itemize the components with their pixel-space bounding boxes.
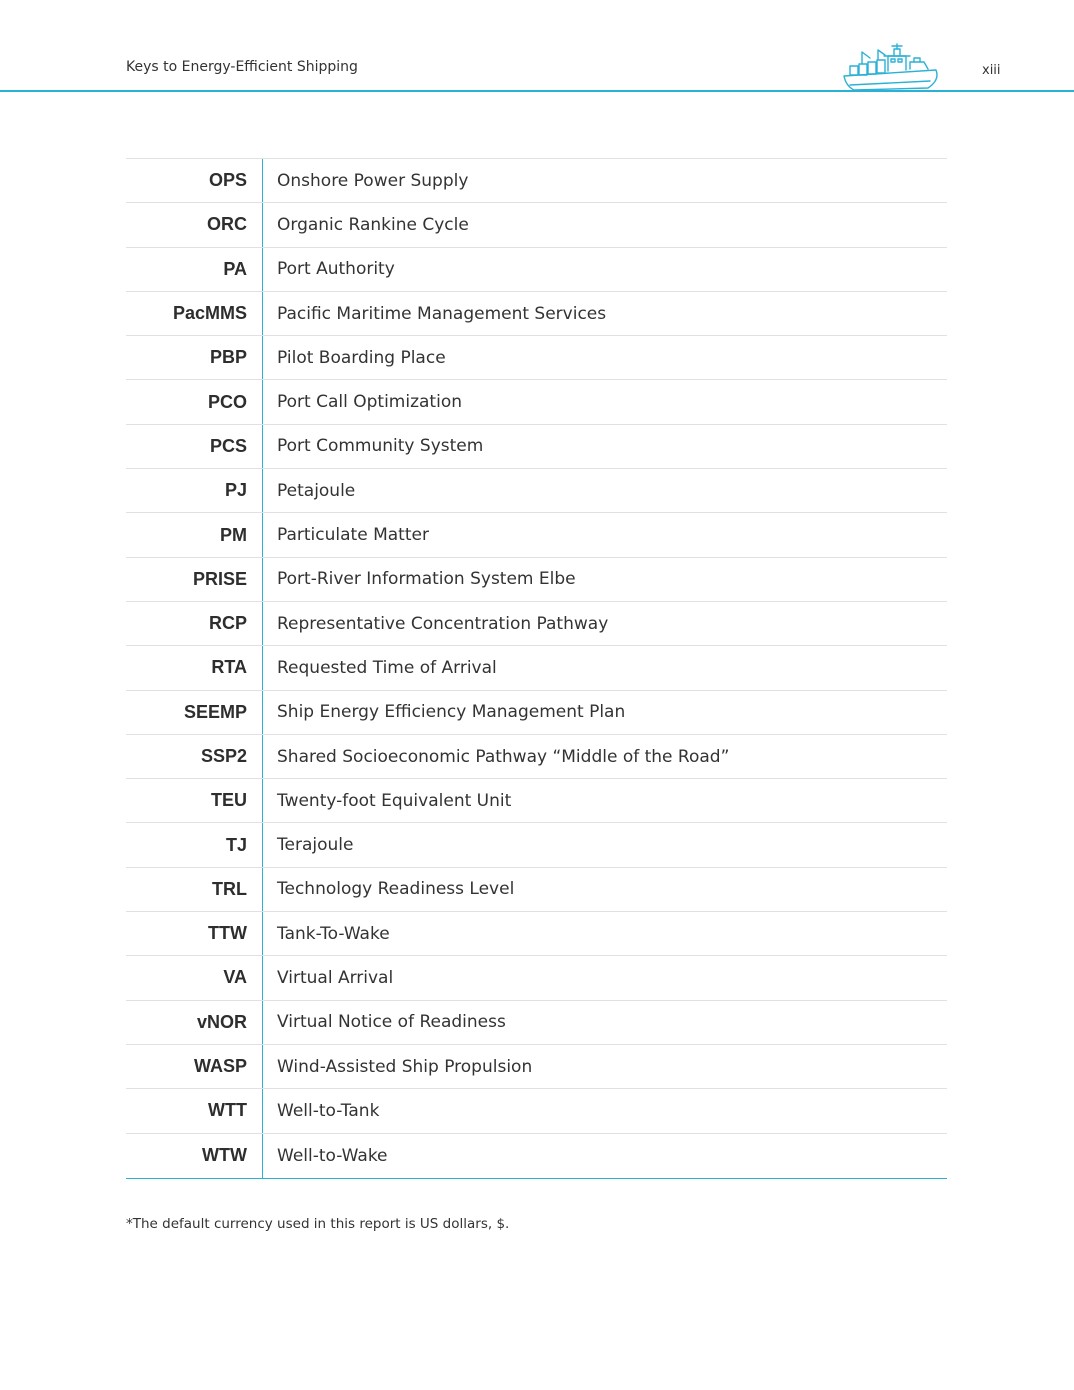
acronym-abbreviation: PRISE bbox=[126, 558, 263, 601]
table-row bbox=[126, 1001, 947, 1045]
page-header bbox=[0, 0, 1074, 100]
table-row bbox=[126, 646, 947, 690]
table-row bbox=[126, 336, 947, 380]
acronym-abbreviation: PCS bbox=[126, 425, 263, 468]
page-number: xiii bbox=[982, 63, 1001, 78]
table-row bbox=[126, 823, 947, 867]
acronym-abbreviation: TJ bbox=[126, 823, 263, 866]
table-row bbox=[126, 1045, 947, 1089]
table-row bbox=[126, 203, 947, 247]
table-row bbox=[126, 1134, 947, 1178]
acronym-definition: Technology Readiness Level bbox=[277, 879, 515, 900]
acronym-definition: Petajoule bbox=[277, 480, 356, 501]
acronym-definition: Virtual Notice of Readiness bbox=[277, 1012, 506, 1033]
acronym-definition: Terajoule bbox=[277, 835, 354, 856]
acronym-definition: Port Call Optimization bbox=[277, 392, 462, 413]
table-row bbox=[126, 912, 947, 956]
acronym-abbreviation: PacMMS bbox=[126, 292, 263, 335]
acronym-abbreviation: RCP bbox=[126, 602, 263, 645]
table-row bbox=[126, 292, 947, 336]
table-row bbox=[126, 469, 947, 513]
table-row bbox=[126, 956, 947, 1000]
table-row bbox=[126, 248, 947, 292]
acronym-abbreviation: PA bbox=[126, 248, 263, 291]
acronym-definition: Organic Rankine Cycle bbox=[277, 214, 469, 235]
acronym-abbreviation: OPS bbox=[126, 159, 263, 202]
acronym-abbreviation: ORC bbox=[126, 203, 263, 246]
acronym-definition: Well-to-Tank bbox=[277, 1100, 380, 1121]
table-row bbox=[126, 868, 947, 912]
acronym-definition: Representative Concentration Pathway bbox=[277, 613, 609, 634]
acronym-definition: Ship Energy Efficiency Management Plan bbox=[277, 702, 626, 723]
header-divider bbox=[0, 90, 1074, 92]
acronym-abbreviation: RTA bbox=[126, 646, 263, 689]
acronym-definition: Port Community System bbox=[277, 436, 484, 457]
acronym-abbreviation: SEEMP bbox=[126, 691, 263, 734]
acronym-abbreviation: VA bbox=[126, 956, 263, 999]
acronym-abbreviation: PJ bbox=[126, 469, 263, 512]
document-title: Keys to Energy-Efficient Shipping bbox=[126, 59, 358, 75]
acronym-definition: Pilot Boarding Place bbox=[277, 347, 446, 368]
table-row bbox=[126, 159, 947, 203]
acronym-definition: Twenty-foot Equivalent Unit bbox=[277, 790, 512, 811]
acronym-definition: Tank-To-Wake bbox=[277, 923, 390, 944]
ship-icon bbox=[840, 40, 944, 96]
table-row bbox=[126, 513, 947, 557]
acronym-definition: Pacific Maritime Management Services bbox=[277, 303, 607, 324]
table-row bbox=[126, 602, 947, 646]
table-row bbox=[126, 779, 947, 823]
acronym-definition: Wind-Assisted Ship Propulsion bbox=[277, 1056, 533, 1077]
table-row bbox=[126, 691, 947, 735]
acronym-definition: Requested Time of Arrival bbox=[277, 657, 497, 678]
footnote: *The default currency used in this report is US dollars, $. bbox=[126, 1216, 510, 1232]
acronym-definition: Particulate Matter bbox=[277, 525, 429, 546]
acronym-abbreviation: TTW bbox=[126, 912, 263, 955]
table-row bbox=[126, 1089, 947, 1133]
acronym-abbreviation: WASP bbox=[126, 1045, 263, 1088]
acronym-abbreviation: TRL bbox=[126, 868, 263, 911]
table-row bbox=[126, 558, 947, 602]
acronym-abbreviation: WTW bbox=[126, 1134, 263, 1178]
table-row bbox=[126, 735, 947, 779]
acronym-definition: Virtual Arrival bbox=[277, 967, 394, 988]
acronym-definition: Well-to-Wake bbox=[277, 1145, 388, 1166]
acronym-abbreviation: PCO bbox=[126, 380, 263, 423]
acronym-abbreviation: PM bbox=[126, 513, 263, 556]
acronym-abbreviation: vNOR bbox=[126, 1001, 263, 1044]
acronym-abbreviation: SSP2 bbox=[126, 735, 263, 778]
acronym-abbreviation: TEU bbox=[126, 779, 263, 822]
table-row bbox=[126, 380, 947, 424]
acronym-definition: Port-River Information System Elbe bbox=[277, 569, 576, 590]
acronym-abbreviation: PBP bbox=[126, 336, 263, 379]
table-row bbox=[126, 425, 947, 469]
acronym-definition: Onshore Power Supply bbox=[277, 170, 469, 191]
acronym-abbreviation: WTT bbox=[126, 1089, 263, 1132]
acronym-definition: Port Authority bbox=[277, 259, 395, 280]
acronym-definition: Shared Socioeconomic Pathway “Middle of the Road” bbox=[277, 746, 730, 767]
acronym-table bbox=[126, 158, 947, 1179]
